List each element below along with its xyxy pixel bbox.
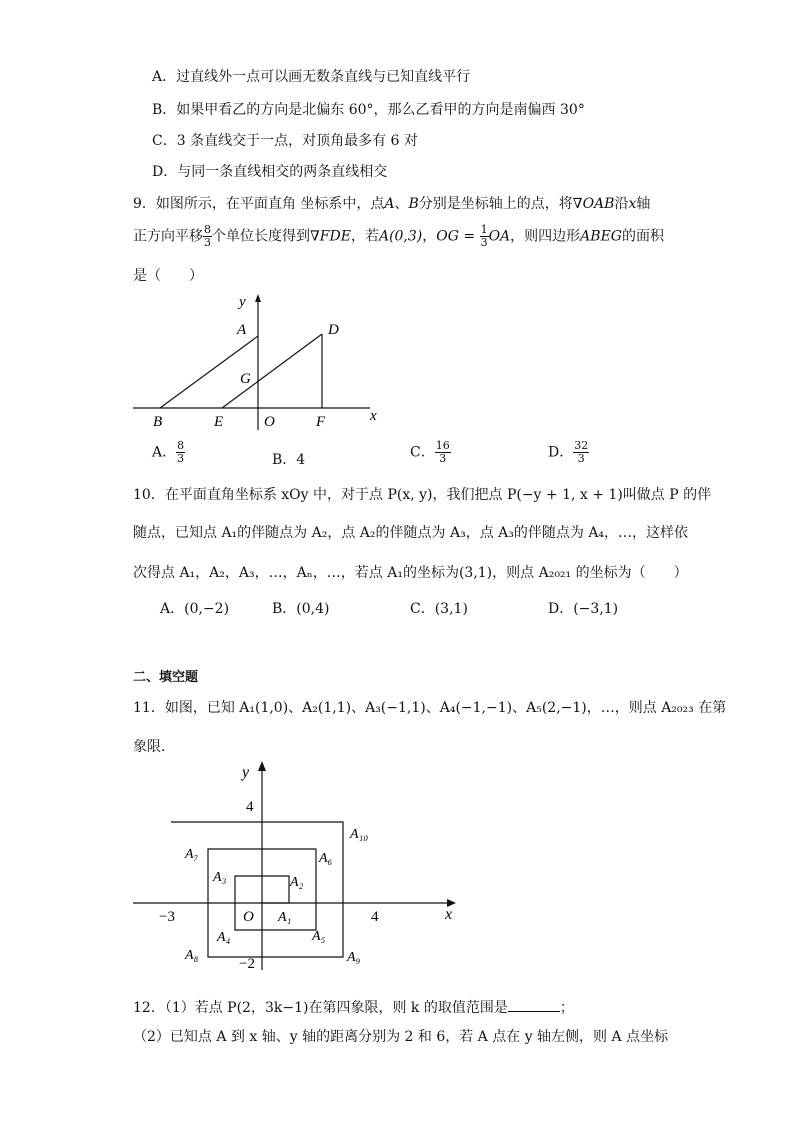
label-x: x <box>445 906 453 923</box>
label-e: E <box>214 414 224 430</box>
q10-line-1: 10．在平面直角坐标系 xOy 中，对于点 P(x, y)，我们把点 P(−y + 1, x + 1)叫做点 P 的伴 <box>133 487 712 503</box>
label-g: G <box>240 371 251 387</box>
section-title-fill-in: 二、填空题 <box>133 670 199 685</box>
answer-blank[interactable] <box>508 999 560 1012</box>
y-axis-arrow-icon <box>258 761 266 771</box>
label-x: x <box>370 408 377 424</box>
label-b: B <box>153 414 163 430</box>
q8-option-c: C．3 条直线交于一点，对顶角最多有 6 对 <box>152 133 418 149</box>
tick-neg3: −3 <box>159 909 175 925</box>
label-a1: A₁ <box>278 910 292 925</box>
label-y: y <box>242 764 250 781</box>
label-f: F <box>316 414 326 430</box>
q9-line-2: 正方向平移 $\frac{8}{3}$ 个单位长度得到∇FDE，若A(0,3)，OG = $\frac{1}{3}$ OA，则四边形ABEG的面积 <box>133 223 664 249</box>
q11-line-1: 11．如图，已知 A₁(1,0)、A₂(1,1)、A₃(−1,1)、A₄(−1,−1)、A₅(2,−1)，…，则点 A₂₀₂₃ 在第 <box>133 700 727 716</box>
label-a4: A₄ <box>217 930 231 945</box>
tick-4-x: 4 <box>371 909 379 925</box>
q9-option-c: C． $\frac{16}{3}$ <box>410 439 450 465</box>
q9-line-3: 是（ ） <box>133 268 203 284</box>
q9-option-b: B．4 <box>272 452 306 468</box>
label-a: A <box>237 322 247 338</box>
q9-line-1: 9．如图所示，在平面直角 坐标系中，点A、B分别是坐标轴上的点，将∇OAB沿x轴 <box>133 196 651 212</box>
q11-spiral-figure <box>125 755 465 975</box>
label-o: O <box>264 414 275 430</box>
q9-option-a: A． $\frac{8}{3}$ <box>152 439 185 465</box>
q9-option-d: D． $\frac{32}{3}$ <box>548 439 589 465</box>
q10-option-d: D．(−3,1) <box>548 601 619 617</box>
label-a5: A₅ <box>312 929 326 944</box>
q10-line-3: 次得点 A₁，A₂，A₃，…，Aₙ，…，若点 A₁的坐标为(3,1)，则点 A₂₀₂₁ 的坐标为（ ） <box>133 565 688 581</box>
q10-option-c: C．(3,1) <box>410 601 468 617</box>
label-origin: O <box>243 909 254 925</box>
q11-line-2: 象限． <box>133 739 175 755</box>
fraction-8-3: $\frac{8}{3}$ <box>204 223 211 249</box>
label-d: D <box>328 322 339 338</box>
segment-ed <box>222 334 322 408</box>
label-a8: A₈ <box>185 948 199 963</box>
label-y: y <box>239 294 246 310</box>
q12-line-2: （2）已知点 A 到 x 轴、y 轴的距离分别为 2 和 6，若 A 点在 y 轴左侧，则 A 点坐标 <box>133 1029 669 1045</box>
q8-option-d: D．与同一条直线相交的两条直线相交 <box>152 164 388 180</box>
q10-line-2: 随点，已知点 A₁的伴随点为 A₂，点 A₂的伴随点为 A₃，点 A₃的伴随点为 A₄，…，这样依 <box>133 525 689 541</box>
q8-option-a: A．过直线外一点可以画无数条直线与已知直线平行 <box>152 69 471 85</box>
label-a3: A₃ <box>213 870 227 885</box>
label-a7: A₇ <box>185 847 199 862</box>
q9-translation-figure <box>125 290 395 435</box>
q8-option-b: B．如果甲看乙的方向是北偏东 60°，那么乙看甲的方向是南偏西 30° <box>152 102 585 118</box>
tick-neg2: −2 <box>239 956 255 972</box>
q12-line-1: 12．（1）若点 P(2，3k−1)在第四象限，则 k 的取值范围是 ； <box>133 1000 574 1016</box>
label-a10: A₁₀ <box>350 827 369 842</box>
label-a9: A₉ <box>347 950 361 965</box>
label-a6: A₆ <box>319 851 333 866</box>
q10-option-b: B．(0,4) <box>272 601 330 617</box>
q10-option-a: A．(0,−2) <box>160 601 230 617</box>
y-axis-arrow-icon <box>255 294 261 302</box>
tick-4-y: 4 <box>246 799 254 815</box>
label-a2: A₂ <box>290 875 304 890</box>
fraction-1-3: $\frac{1}{3}$ <box>480 223 488 249</box>
